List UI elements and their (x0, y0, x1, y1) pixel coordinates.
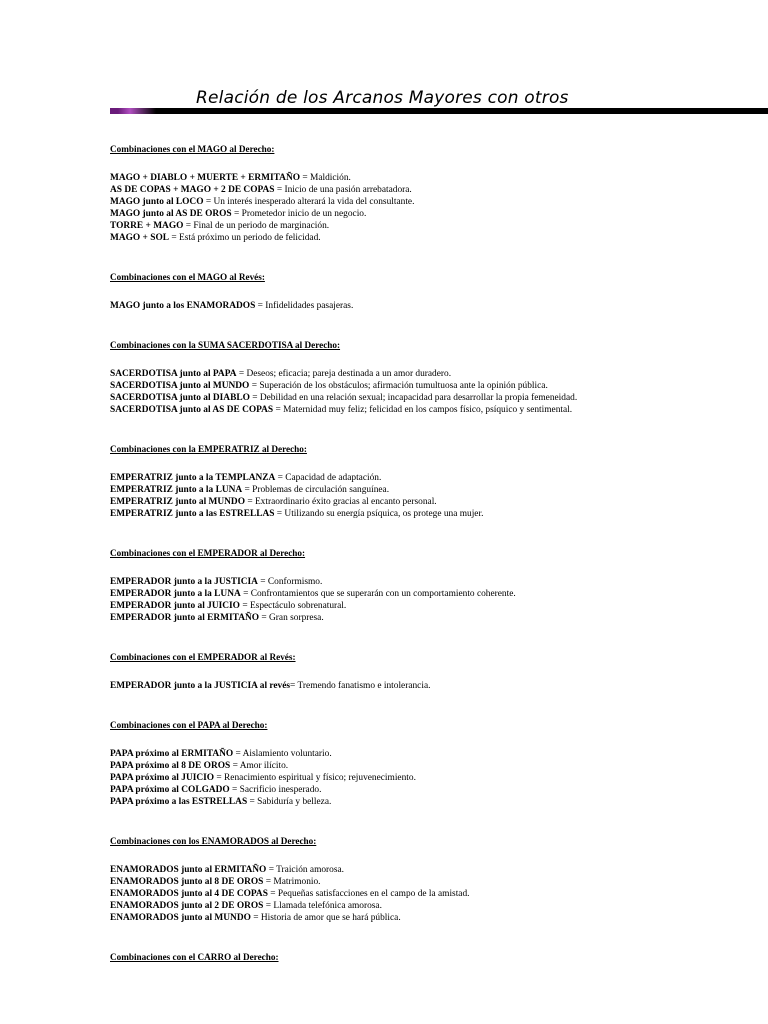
cards: EMPERADOR junto al ERMITAÑO (110, 613, 260, 623)
meaning: = Renacimiento espiritual y físico; rejuvenecimiento. (214, 773, 416, 783)
section-heading: Combinaciones con la SUMA SACERDOTISA al Derecho: (110, 340, 341, 350)
cards: PAPA próximo al 8 DE OROS (110, 761, 231, 771)
meaning: = Problemas de circulación sanguínea. (242, 485, 390, 495)
section-heading: Combinaciones con el EMPERADOR al Revés: (110, 652, 296, 662)
meaning: = Matrimonio. (263, 877, 321, 887)
meaning: = Confrontamientos que se superarán con un comportamiento coherente. (240, 589, 516, 599)
section-heading: Combinaciones con el MAGO al Revés: (110, 272, 265, 282)
cards: PAPA próximo al COLGADO (110, 785, 230, 795)
cards: EMPERADOR junto a la JUSTICIA (110, 577, 258, 587)
section-emperador-derecho (110, 547, 760, 624)
section-heading: Combinaciones con los ENAMORADOS al Derecho: (110, 836, 317, 846)
combination-line (110, 496, 760, 508)
meaning: = Espectáculo sobrenatural. (239, 601, 347, 611)
combination-line (110, 300, 760, 312)
meaning: = Extraordinario éxito gracias al encanto personal. (244, 497, 437, 507)
section-heading: Combinaciones con la EMPERATRIZ al Derecho: (110, 444, 307, 454)
cards: PAPA próximo al JUICIO (110, 773, 215, 783)
meaning: = Infidelidades pasajeras. (255, 301, 354, 311)
cards: ENAMORADOS junto al 8 DE OROS (110, 877, 264, 887)
combination-line (110, 588, 760, 600)
combination-line (110, 760, 760, 772)
meaning: = Tremendo fanatismo e intolerancia. (290, 681, 431, 691)
cards: EMPERADOR junto a la LUNA (110, 589, 241, 599)
cards: MAGO + SOL (110, 233, 169, 243)
meaning: = Pequeñas satisfacciones en el campo de la amistad. (267, 889, 470, 899)
combination-line (110, 772, 760, 784)
meaning: = Traición amorosa. (266, 865, 345, 875)
section-emperatriz-derecho (110, 443, 760, 520)
combination-line (110, 472, 760, 484)
combination-line (110, 232, 760, 244)
combination-line (110, 784, 760, 796)
combination-line (110, 220, 760, 232)
cards: MAGO junto a los ENAMORADOS (110, 301, 256, 311)
cards: TORRE + MAGO (110, 221, 184, 231)
meaning: = Llamada telefónica amorosa. (263, 901, 382, 911)
section-heading: Combinaciones con el CARRO al Derecho: (110, 952, 279, 962)
cards: ENAMORADOS junto al 4 DE COPAS (110, 889, 268, 899)
combination-line (110, 392, 760, 404)
combination-line (110, 576, 760, 588)
meaning: = Maldición. (300, 173, 351, 183)
cards: EMPERATRIZ junto a la TEMPLANZA (110, 473, 276, 483)
cards: EMPERADOR junto al JUICIO (110, 601, 240, 611)
combination-line (110, 184, 760, 196)
cards: MAGO + DIABLO + MUERTE + ERMITAÑO (110, 173, 301, 183)
meaning: = Está próximo un periodo de felicidad. (169, 233, 321, 243)
section-heading: Combinaciones con el MAGO al Derecho: (110, 144, 275, 154)
section-mago-reves (110, 271, 760, 312)
section-papa-derecho (110, 719, 760, 808)
section-heading: Combinaciones con el EMPERADOR al Derecho: (110, 548, 306, 558)
cards: SACERDOTISA junto al DIABLO (110, 393, 250, 403)
cards: ENAMORADOS junto al MUNDO (110, 913, 251, 923)
meaning: = Historia de amor que se hará pública. (250, 913, 401, 923)
meaning: = Gran sorpresa. (259, 613, 324, 623)
combination-line (110, 900, 760, 912)
combination-line (110, 600, 760, 612)
cards: EMPERATRIZ junto a la LUNA (110, 485, 243, 495)
meaning: = Conformismo. (257, 577, 323, 587)
section-mago-derecho (110, 143, 760, 244)
meaning: = Superación de los obstáculos; afirmación tumultuosa ante la opinión pública. (249, 381, 548, 391)
meaning: = Utilizando su energía psíquica, os protege una mujer. (274, 509, 484, 519)
combination-line (110, 864, 760, 876)
combination-line (110, 196, 760, 208)
meaning: = Amor ilícito. (230, 761, 289, 771)
cards: MAGO junto al LOCO (110, 197, 204, 207)
combination-line (110, 748, 760, 760)
meaning: = Maternidad muy feliz; felicidad en los campos físico, psíquico y sentimental. (273, 405, 573, 415)
cards: AS DE COPAS + MAGO + 2 DE COPAS (110, 185, 275, 195)
meaning: = Prometedor inicio de un negocio. (231, 209, 367, 219)
cards: SACERDOTISA junto al MUNDO (110, 381, 250, 391)
meaning: = Final de un periodo de marginación. (183, 221, 330, 231)
combination-line (110, 680, 760, 692)
cards: EMPERADOR junto a la JUSTICIA al revés (110, 681, 291, 691)
combination-line (110, 912, 760, 924)
cards: EMPERATRIZ junto a las ESTRELLAS (110, 509, 275, 519)
combination-line (110, 404, 760, 416)
combination-line (110, 876, 760, 888)
combination-line (110, 888, 760, 900)
section-emperador-reves (110, 651, 760, 692)
section-carro-derecho (110, 951, 760, 963)
meaning: = Capacidad de adaptación. (275, 473, 382, 483)
cards: MAGO junto al AS DE OROS (110, 209, 232, 219)
combination-line (110, 484, 760, 496)
meaning: = Deseos; eficacia; pareja destinada a un amor duradero. (236, 369, 452, 379)
cards: ENAMORADOS junto al 2 DE OROS (110, 901, 264, 911)
combination-line (110, 380, 760, 392)
meaning: = Inicio de una pasión arrebatadora. (274, 185, 412, 195)
document-title: Relación de los Arcanos Mayores con otros (196, 88, 569, 108)
cards: PAPA próximo a las ESTRELLAS (110, 797, 248, 807)
meaning: = Aislamiento voluntario. (233, 749, 332, 759)
meaning: = Un interés inesperado alterará la vida del consultante. (203, 197, 415, 207)
cards: ENAMORADOS junto al ERMITAÑO (110, 865, 267, 875)
combination-line (110, 796, 760, 808)
cards: SACERDOTISA junto al PAPA (110, 369, 237, 379)
combination-line (110, 172, 760, 184)
meaning: = Sabiduría y belleza. (247, 797, 332, 807)
section-sacerdotisa-derecho (110, 339, 760, 416)
document-body (110, 143, 760, 990)
cards: PAPA próximo al ERMITAÑO (110, 749, 234, 759)
title-rule (110, 108, 768, 114)
meaning: = Debilidad en una relación sexual; incapacidad para desarrollar la propia femeneidad. (249, 393, 578, 403)
combination-line (110, 508, 760, 520)
meaning: = Sacrificio inesperado. (229, 785, 322, 795)
section-enamorados-derecho (110, 835, 760, 924)
combination-line (110, 368, 760, 380)
section-heading: Combinaciones con el PAPA al Derecho: (110, 720, 268, 730)
combination-line (110, 208, 760, 220)
cards: EMPERATRIZ junto al MUNDO (110, 497, 245, 507)
cards: SACERDOTISA junto al AS DE COPAS (110, 405, 274, 415)
combination-line (110, 612, 760, 624)
